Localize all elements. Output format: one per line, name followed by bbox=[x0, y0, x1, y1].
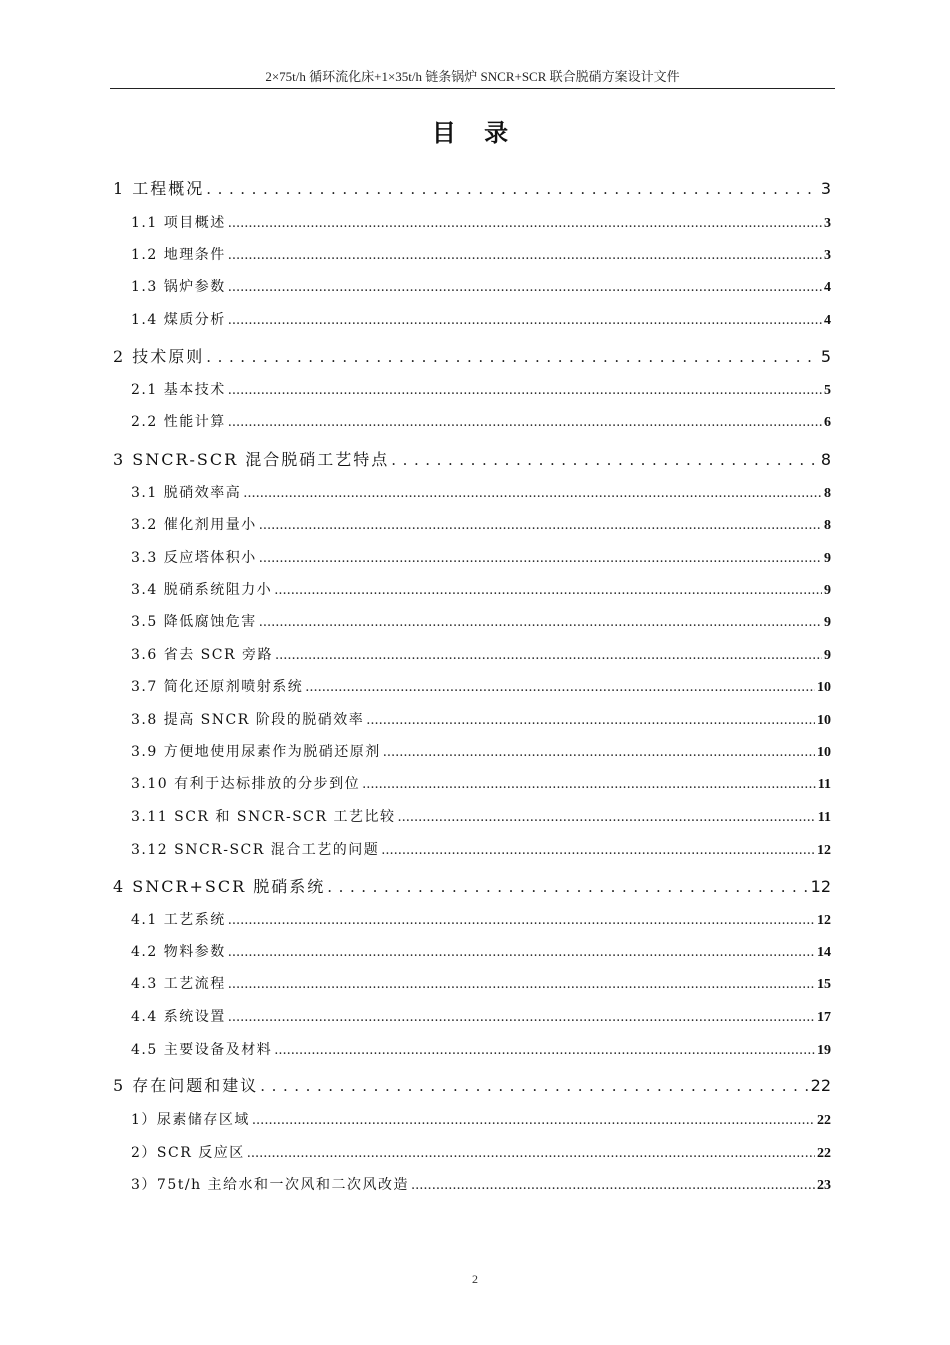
toc-dot-leader bbox=[228, 279, 822, 295]
toc-entry-title: 1 工程概况 bbox=[113, 179, 205, 198]
toc-entry-page: 10 bbox=[817, 713, 831, 728]
toc-entry-title: 3.1 脱硝效率高 bbox=[131, 485, 242, 501]
toc-chapter-entry[interactable] bbox=[113, 176, 831, 200]
toc-entry-title: 4.1 工艺系统 bbox=[131, 912, 226, 928]
toc-entry-title: 1.2 地理条件 bbox=[131, 247, 226, 263]
toc-chapter-entry[interactable] bbox=[113, 344, 831, 368]
toc-section-entry[interactable] bbox=[131, 1174, 831, 1198]
toc-entry-page: 22 bbox=[817, 1146, 831, 1161]
toc-entry-title: 3.8 提高 SNCR 阶段的脱硝效率 bbox=[131, 712, 365, 728]
toc-dot-leader bbox=[274, 582, 822, 598]
toc-dot-leader bbox=[362, 776, 816, 792]
toc-dot-leader bbox=[228, 414, 822, 430]
toc-chapter-entry[interactable] bbox=[113, 447, 831, 471]
toc-section-entry[interactable] bbox=[131, 1039, 831, 1063]
toc-section-entry[interactable] bbox=[131, 547, 831, 571]
toc-section-entry[interactable] bbox=[131, 676, 831, 700]
toc-entry-title: 3.11 SCR 和 SNCR-SCR 工艺比较 bbox=[131, 809, 396, 825]
toc-section-entry[interactable] bbox=[131, 611, 831, 635]
toc-section-entry[interactable] bbox=[131, 709, 831, 733]
toc-entry-page: 3 bbox=[820, 179, 831, 198]
toc-section-entry[interactable] bbox=[131, 244, 831, 268]
toc-entry-title: 1.4 煤质分析 bbox=[131, 312, 226, 328]
toc-dot-leader bbox=[259, 614, 822, 630]
toc-section-entry[interactable] bbox=[131, 741, 831, 765]
toc-section-entry[interactable] bbox=[131, 839, 831, 863]
toc-dot-leader bbox=[228, 215, 822, 231]
toc-dot-leader bbox=[252, 1112, 815, 1128]
toc-dot-leader bbox=[259, 550, 822, 566]
toc-section-entry[interactable] bbox=[131, 1109, 831, 1133]
toc-section-entry[interactable] bbox=[131, 276, 831, 300]
toc-section-entry[interactable] bbox=[131, 482, 831, 506]
toc-section-entry[interactable] bbox=[131, 973, 831, 997]
toc-entry-title: 3.7 简化还原剂喷射系统 bbox=[131, 679, 304, 695]
toc-entry-page: 12 bbox=[817, 843, 831, 858]
toc-entry-title: 3.2 催化剂用量小 bbox=[131, 517, 257, 533]
toc-dot-leader bbox=[327, 877, 808, 896]
running-header: 2×75t/h 循环流化床+1×35t/h 链条锅炉 SNCR+SCR 联合脱硝方案设计文件 bbox=[265, 69, 680, 84]
toc-entry-page: 10 bbox=[817, 745, 831, 760]
toc-entry-title: 3）75t/h 主给水和一次风和二次风改造 bbox=[131, 1177, 410, 1193]
toc-entry-page: 9 bbox=[824, 551, 831, 566]
toc-dot-leader bbox=[383, 744, 815, 760]
toc-entry-title: 2）SCR 反应区 bbox=[131, 1145, 245, 1161]
toc-entry-page: 17 bbox=[817, 1010, 831, 1025]
toc-dot-leader bbox=[228, 944, 815, 960]
page-number: 2 bbox=[472, 1272, 478, 1286]
toc-entry-page: 11 bbox=[817, 777, 831, 792]
toc-dot-leader bbox=[259, 517, 822, 533]
toc-entry-title: 1）尿素储存区域 bbox=[131, 1112, 250, 1128]
toc-entry-page: 15 bbox=[817, 977, 831, 992]
toc-entry-title: 4.3 工艺流程 bbox=[131, 976, 226, 992]
toc-entry-title: 3.9 方便地使用尿素作为脱硝还原剂 bbox=[131, 744, 381, 760]
toc-dot-leader bbox=[274, 1042, 815, 1058]
toc-section-entry[interactable] bbox=[131, 773, 831, 797]
toc-entry-page: 9 bbox=[824, 648, 831, 663]
toc-dot-leader bbox=[243, 485, 822, 501]
toc-entry-page: 11 bbox=[817, 810, 831, 825]
toc-entry-title: 3 SNCR-SCR 混合脱硝工艺特点 bbox=[113, 450, 390, 469]
toc-entry-title: 3.12 SNCR-SCR 混合工艺的问题 bbox=[131, 842, 380, 858]
toc-entry-page: 3 bbox=[824, 248, 831, 263]
toc-dot-leader bbox=[228, 312, 822, 328]
toc-entry-page: 6 bbox=[824, 415, 831, 430]
toc-entry-title: 1.3 锅炉参数 bbox=[131, 279, 226, 295]
toc-entry-title: 2 技术原则 bbox=[113, 347, 205, 366]
toc-dot-leader bbox=[305, 679, 815, 695]
toc-entry-page: 9 bbox=[824, 583, 831, 598]
toc-entry-title: 3.4 脱硝系统阻力小 bbox=[131, 582, 273, 598]
toc-section-entry[interactable] bbox=[131, 309, 831, 333]
toc-section-entry[interactable] bbox=[131, 579, 831, 603]
toc-entry-page: 9 bbox=[824, 615, 831, 630]
toc-section-entry[interactable] bbox=[131, 514, 831, 538]
toc-entry-page: 12 bbox=[817, 913, 831, 928]
toc-section-entry[interactable] bbox=[131, 941, 831, 965]
toc-chapter-entry[interactable] bbox=[113, 1073, 831, 1097]
toc-entry-title: 3.3 反应塔体积小 bbox=[131, 550, 257, 566]
toc-dot-leader bbox=[228, 976, 815, 992]
toc-dot-leader bbox=[228, 382, 822, 398]
toc-dot-leader bbox=[206, 347, 819, 366]
toc-section-entry[interactable] bbox=[131, 379, 831, 403]
toc-entry-page: 4 bbox=[824, 313, 831, 328]
toc-dot-leader bbox=[206, 179, 819, 198]
header-rule bbox=[110, 88, 835, 89]
toc-entry-title: 3.10 有利于达标排放的分步到位 bbox=[131, 776, 361, 792]
toc-dot-leader bbox=[397, 809, 815, 825]
toc-dot-leader bbox=[260, 1076, 808, 1095]
toc-entry-page: 3 bbox=[824, 216, 831, 231]
toc-chapter-entry[interactable] bbox=[113, 874, 831, 898]
toc-dot-leader bbox=[366, 712, 815, 728]
toc-entry-title: 5 存在问题和建议 bbox=[113, 1076, 259, 1095]
toc-entry-page: 8 bbox=[824, 486, 831, 501]
toc-entry-title: 4.2 物料参数 bbox=[131, 944, 226, 960]
toc-entry-title: 2.2 性能计算 bbox=[131, 414, 226, 430]
toc-section-entry[interactable] bbox=[131, 1006, 831, 1030]
toc-entry-title: 4.4 系统设置 bbox=[131, 1009, 226, 1025]
toc-entry-title: 4 SNCR+SCR 脱硝系统 bbox=[113, 877, 326, 896]
toc-entry-page: 4 bbox=[824, 280, 831, 295]
toc-entry-page: 8 bbox=[820, 450, 831, 469]
toc-entry-page: 12 bbox=[810, 877, 831, 896]
toc-entry-page: 22 bbox=[817, 1113, 831, 1128]
page-title: 目 录 bbox=[431, 119, 519, 147]
toc-entry-title: 3.6 省去 SCR 旁路 bbox=[131, 647, 273, 663]
toc-section-entry[interactable] bbox=[131, 644, 831, 668]
toc-dot-leader bbox=[228, 247, 822, 263]
toc-entry-title: 4.5 主要设备及材料 bbox=[131, 1042, 273, 1058]
toc-section-entry[interactable] bbox=[131, 212, 831, 236]
toc-dot-leader bbox=[247, 1145, 815, 1161]
toc-entry-title: 1.1 项目概述 bbox=[131, 215, 226, 231]
toc-entry-page: 19 bbox=[817, 1043, 831, 1058]
toc-entry-page: 14 bbox=[817, 945, 831, 960]
toc-dot-leader bbox=[228, 1009, 815, 1025]
toc-entry-page: 8 bbox=[824, 518, 831, 533]
toc-section-entry[interactable] bbox=[131, 909, 831, 933]
toc-dot-leader bbox=[275, 647, 822, 663]
toc-dot-leader bbox=[391, 450, 819, 469]
toc-entry-page: 22 bbox=[810, 1076, 831, 1095]
toc-entry-title: 3.5 降低腐蚀危害 bbox=[131, 614, 257, 630]
toc-dot-leader bbox=[411, 1177, 815, 1193]
toc-section-entry[interactable] bbox=[131, 806, 831, 830]
toc-dot-leader bbox=[381, 842, 815, 858]
toc-entry-page: 5 bbox=[820, 347, 831, 366]
toc-section-entry[interactable] bbox=[131, 1142, 831, 1166]
toc-section-entry[interactable] bbox=[131, 411, 831, 435]
toc-dot-leader bbox=[228, 912, 815, 928]
toc-entry-page: 5 bbox=[824, 383, 831, 398]
toc-entry-page: 23 bbox=[817, 1178, 831, 1193]
toc-entry-page: 10 bbox=[817, 680, 831, 695]
toc-entry-title: 2.1 基本技术 bbox=[131, 382, 226, 398]
